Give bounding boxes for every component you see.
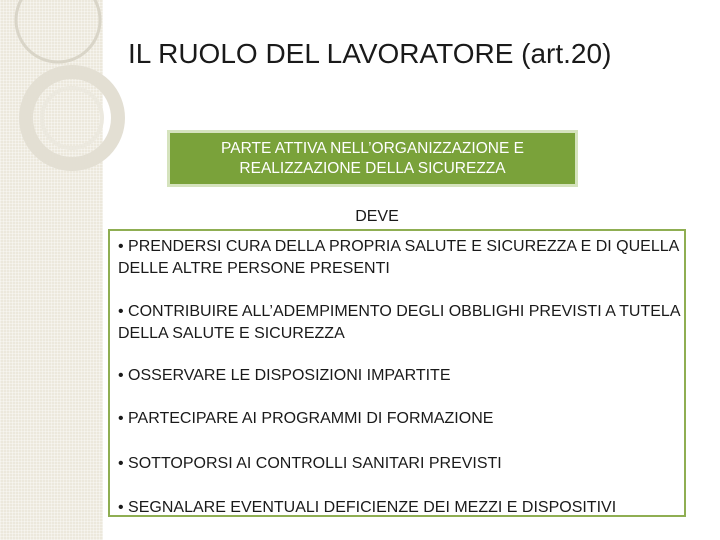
- slide-title: IL RUOLO DEL LAVORATORE (art.20): [128, 38, 612, 69]
- highlight-box: PARTE ATTIVA NELL’ORGANIZZAZIONE E REALIZZAZIONE DELLA SICUREZZA: [167, 130, 578, 187]
- duty-item: • PRENDERSI CURA DELLA PROPRIA SALUTE E SICUREZZA E DI QUELLA DELLE ALTRE PERSONE PRESENTI: [118, 238, 679, 277]
- duties-list: [108, 229, 686, 517]
- duty-item: • SOTTOPORSI AI CONTROLLI SANITARI PREVISTI: [118, 455, 502, 472]
- connector-label: DEVE: [355, 208, 399, 225]
- decorative-rings: [0, 0, 140, 200]
- duty-item: • CONTRIBUIRE ALL’ADEMPIMENTO DEGLI OBBLIGHI PREVISTI A TUTELA DELLA SALUTE E SICUREZZA: [118, 303, 680, 342]
- duty-item: • OSSERVARE LE DISPOSIZIONI IMPARTITE: [118, 367, 451, 384]
- duty-item: • PARTECIPARE AI PROGRAMMI DI FORMAZIONE: [118, 410, 494, 427]
- duty-item: • SEGNALARE EVENTUALI DEFICIENZE DEI MEZZI E DISPOSITIVI: [118, 499, 617, 516]
